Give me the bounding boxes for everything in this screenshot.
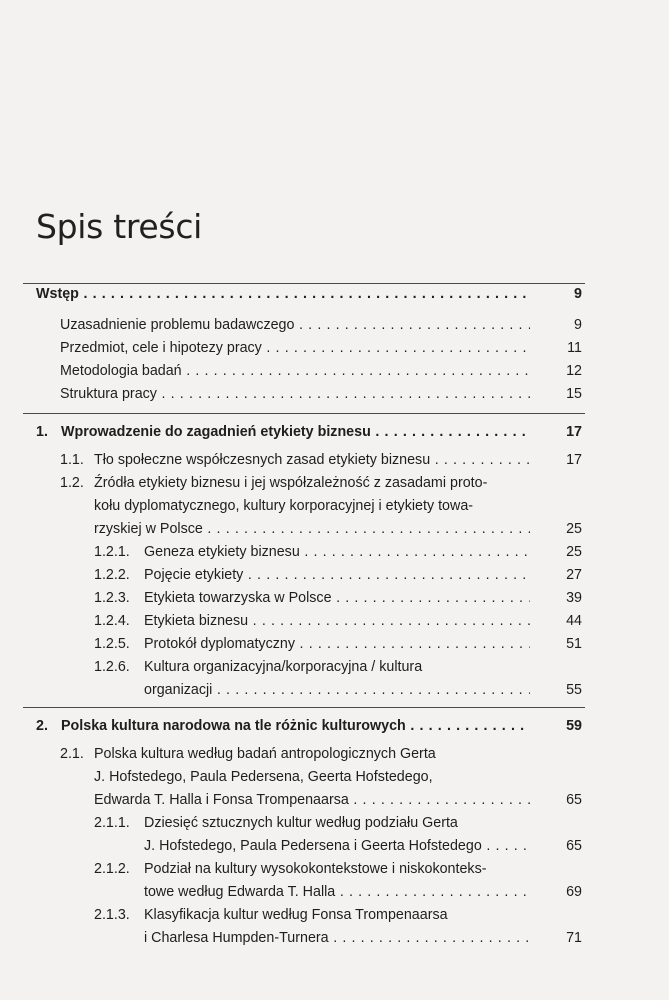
toc-entry-label: Tło społeczne współczesnych zasad etykiety biznesu . . . bbox=[94, 449, 530, 473]
toc-entry-label: Uzasadnienie problemu badawczego . . . bbox=[60, 314, 530, 338]
toc-page-number: 9 bbox=[574, 317, 582, 333]
section-divider bbox=[23, 413, 585, 414]
toc-number: 1.2.6. bbox=[94, 659, 130, 675]
toc-number: 1.2. bbox=[60, 475, 84, 491]
toc-page-number: 17 bbox=[566, 424, 582, 440]
toc-entry-label-continued: Edwarda T. Halla i Fonsa Trompenaarsa . . . bbox=[94, 789, 530, 813]
toc-entry-label: Struktura pracy . . . bbox=[60, 383, 530, 407]
toc-page-number: 65 bbox=[566, 838, 582, 854]
section-divider bbox=[23, 707, 585, 708]
toc-entry-label: Geneza etykiety biznesu . . . bbox=[144, 541, 530, 565]
toc-page-number: 11 bbox=[567, 340, 582, 356]
toc-entry-label: Podział na kultury wysokokontekstowe i niskokonteks- bbox=[144, 861, 487, 877]
toc-entry-label: Polska kultura narodowa na tle różnic kulturowych . . . bbox=[61, 715, 530, 739]
toc-entry-label-continued: J. Hofstedego, Paula Pedersena i Geerta Hofstedego . . . bbox=[144, 835, 530, 859]
toc-number: 1.2.3. bbox=[94, 590, 130, 606]
toc-entry-label: Źródła etykiety biznesu i jej współzależność z zasadami proto- bbox=[94, 475, 488, 491]
toc-entry-label: Wprowadzenie do zagadnień etykiety biznesu . . . bbox=[61, 421, 530, 445]
toc-page-number: 25 bbox=[566, 544, 582, 560]
toc-entry-label: Polska kultura według badań antropologicznych Gerta bbox=[94, 746, 436, 762]
toc-page-number: 55 bbox=[566, 682, 582, 698]
toc-entry-label: Etykieta biznesu . . . bbox=[144, 610, 530, 634]
toc-entry-label: Przedmiot, cele i hipotezy pracy . . . bbox=[60, 337, 530, 361]
toc-page-number: 51 bbox=[566, 636, 582, 652]
toc-page-number: 69 bbox=[566, 884, 582, 900]
toc-entry-label-continued: kołu dyplomatycznego, kultury korporacyjnej i etykiety towa- bbox=[94, 498, 474, 514]
toc-entry-label-continued: i Charlesa Humpden-Turnera . . . bbox=[144, 927, 530, 951]
toc-page-number: 27 bbox=[566, 567, 582, 583]
toc-entry-label: Metodologia badań . . . bbox=[60, 360, 530, 384]
toc-entry-label: Wstęp . . . bbox=[36, 283, 530, 307]
toc-number: 2.1.1. bbox=[94, 815, 130, 831]
toc-entry-label: Dziesięć sztucznych kultur według podziału Gerta bbox=[144, 815, 458, 831]
toc-entry-label-continued: J. Hofstedego, Paula Pedersena, Geerta Hofstedego, bbox=[94, 769, 433, 785]
toc-entry-label-continued: organizacji . . . bbox=[144, 679, 530, 703]
toc-number: 1.2.4. bbox=[94, 613, 130, 629]
toc-entry-label: Kultura organizacyjna/korporacyjna / kultura bbox=[144, 659, 423, 675]
toc-page-number: 25 bbox=[566, 521, 582, 537]
toc-number: 2.1.2. bbox=[94, 861, 130, 877]
page-title: Spis treści bbox=[36, 207, 203, 246]
toc-entry-label: Protokół dyplomatyczny . . . bbox=[144, 633, 530, 657]
toc-page-number: 9 bbox=[574, 286, 582, 302]
toc-page-number: 39 bbox=[566, 590, 582, 606]
toc-page-number: 12 bbox=[566, 363, 582, 379]
toc-number: 1.2.1. bbox=[94, 544, 130, 560]
toc-page-number: 44 bbox=[566, 613, 582, 629]
toc-number: 1.1. bbox=[60, 452, 84, 468]
toc-number: 1.2.5. bbox=[94, 636, 130, 652]
toc-number: 2.1. bbox=[60, 746, 84, 762]
toc-page-number: 15 bbox=[566, 386, 582, 402]
toc-number: 2. bbox=[36, 718, 48, 734]
toc-entry-label: Etykieta towarzyska w Polsce . . . bbox=[144, 587, 530, 611]
toc-number: 1.2.2. bbox=[94, 567, 130, 583]
toc-number: 1. bbox=[36, 424, 48, 440]
toc-entry-label: Klasyfikacja kultur według Fonsa Trompenaarsa bbox=[144, 907, 448, 923]
toc-page-number: 71 bbox=[566, 930, 582, 946]
toc-entry-label-continued: towe według Edwarda T. Halla . . . bbox=[144, 881, 530, 905]
toc-page-number: 17 bbox=[566, 452, 582, 468]
toc-number: 2.1.3. bbox=[94, 907, 130, 923]
toc-entry-label-continued: rzyskiej w Polsce . . . bbox=[94, 518, 530, 542]
toc-page-number: 59 bbox=[566, 718, 582, 734]
toc-page-number: 65 bbox=[566, 792, 582, 808]
toc-entry-label: Pojęcie etykiety . . . bbox=[144, 564, 530, 588]
